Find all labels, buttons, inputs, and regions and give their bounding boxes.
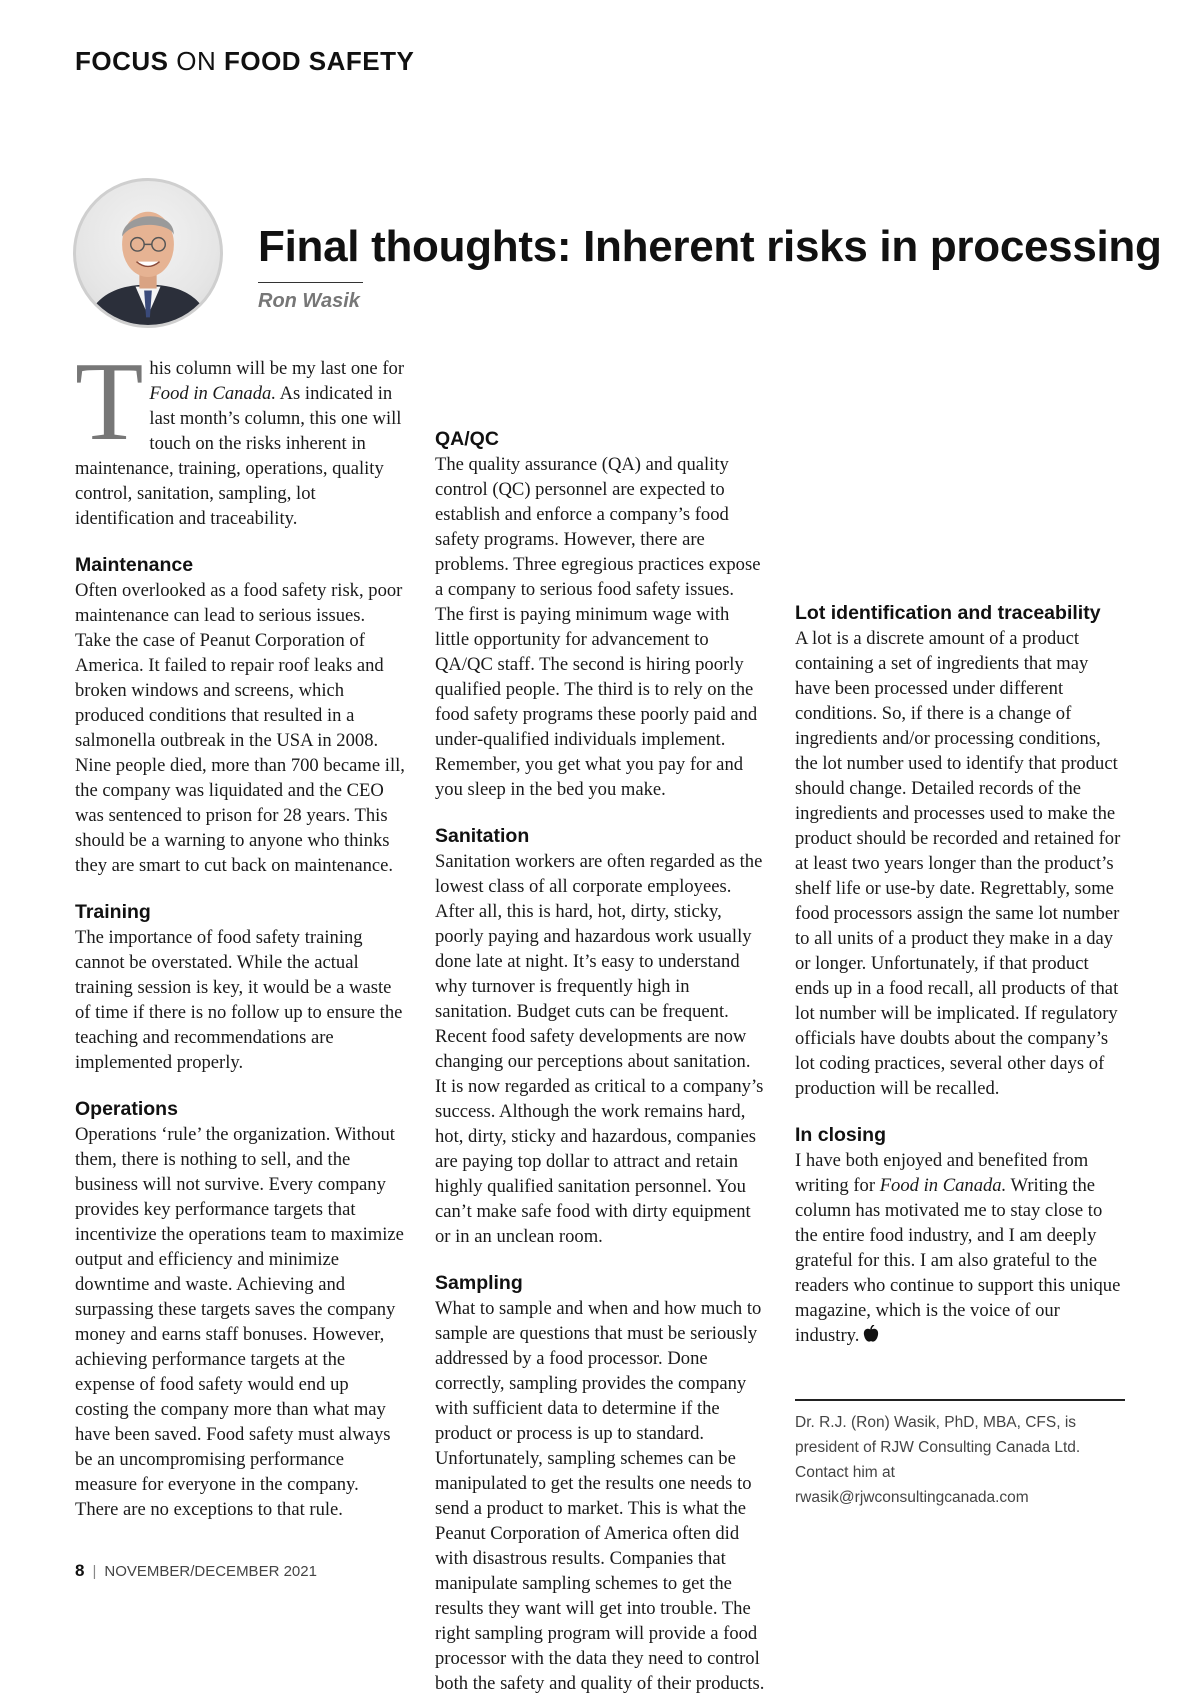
section-header-focus: FOCUS [75, 46, 169, 76]
column-1 [75, 340, 405, 1522]
article-title: Final thoughts: Inherent risks in processing [258, 222, 1162, 271]
intro-text-b: As indicated in last month’s column, this one will touch on the risks inherent in maintenance, training, operations, quality control, sanitation, sampling, lot identification and traceability. [75, 383, 402, 529]
author-portrait [73, 178, 223, 328]
column-2 [435, 356, 765, 1696]
page-footer [75, 1561, 317, 1581]
heading-maintenance: Maintenance [75, 554, 194, 576]
intro-text-a: his column will be my last one for [149, 358, 405, 379]
body-in-closing [795, 1148, 1125, 1350]
drop-cap: T [75, 340, 144, 464]
author-bio: Dr. R.J. (Ron) Wasik, PhD, MBA, CFS, is president of RJW Consulting Canada Ltd. Contact him at rwasik@rjwconsultingcanada.com [795, 1414, 1081, 1506]
body-training: The importance of food safety training cannot be overstated. While the actual training session is key, it would be a waste of time if there is no follow up to ensure the teaching and recommendations are implemented properly. [75, 927, 403, 1073]
section-header [75, 46, 414, 77]
heading-training: Training [75, 901, 151, 923]
apple-icon [863, 1325, 879, 1350]
heading-operations: Operations [75, 1098, 178, 1120]
body-maintenance: Often overlooked as a food safety risk, poor maintenance can lead to serious issues. Take the case of Peanut Corporation of America. It failed to repair roof leaks and broken windows and screens, which produced conditions that resulted in a salmonella outbreak in the USA in 2008. Nine people died, more than 700 became ill, the company was liquidated and the CEO was sentenced to prison for 28 years. This should be a warning to anyone who thinks they are smart to cut back on maintenance. [75, 580, 405, 876]
heading-lot-identification: Lot identification and traceability [795, 602, 1101, 624]
body-operations: Operations ‘rule’ the organization. Without them, there is nothing to sell, and the business will not survive. Every company provides key performance targets that incentivize the operations team to maximize output and efficiency and minimize downtime and waste. Achieving and surpassing these targets saves the company money and earns staff bonuses. However, achieving performance targets at the expense of food safety would end up costing the company more than what may have been saved. Food safety must always be an uncompromising performance measure for everyone in the company. There are no exceptions to that rule. [75, 1124, 404, 1520]
body-sampling: What to sample and when and how much to sample are questions that must be seriously addressed by a food processor. Done correctly, sampling provides the company with sufficient data to determine if the product or process is up to standard. Unfortunately, sampling schemes can be manipulated to get the results one needs to send a product to market. This is what the Peanut Corporation of America often did with disastrous results. Companies that manipulate sampling schemes to get the results they want will get into trouble. The right sampling program will provide a food processor with the data they need to control both the safety and quality of their products. [435, 1298, 765, 1694]
heading-in-closing: In closing [795, 1124, 887, 1146]
heading-sanitation: Sanitation [435, 825, 530, 847]
column-3 [795, 356, 1125, 1350]
heading-qaqc: QA/QC [435, 428, 499, 450]
author-byline: Ron Wasik [258, 290, 360, 312]
intro-publication: Food in Canada. [149, 383, 276, 404]
footer-separator: | [92, 1563, 97, 1580]
heading-sampling: Sampling [435, 1272, 523, 1294]
issue-date: NOVEMBER/DECEMBER 2021 [104, 1563, 317, 1580]
intro-paragraph [75, 340, 405, 531]
section-header-food-safety: FOOD SAFETY [223, 46, 415, 76]
body-qaqc: The quality assurance (QA) and quality control (QC) personnel are expected to establish and enforce a company’s food safety programs. However, there are problems. Three egregious practices expose a company to serious food safety issues. The first is paying minimum wage with little opportunity for advancement to QA/QC staff. The second is hiring poorly qualified people. The third is to rely on the food safety programs these poorly paid and under-qualified individuals implement. Remember, you get what you pay for and you sleep in the bed you make. [435, 454, 761, 800]
page-number: 8 [75, 1561, 85, 1580]
body-lot-identification: A lot is a discrete amount of a product containing a set of ingredients that may have been processed under different conditions. So, if there is a change of ingredients and/or processing conditions, the lot number used to identify that product should change. Detailed records of the ingredients and processes used to make the product should be recorded and retained for at least two years longer than the product’s shelf life or use-by date. Regrettably, some food processors assign the same lot number to all units of a product they make in a day or longer. Unfortunately, if that product ends up in a food recall, all products of that lot number will be implicated. If regulatory officials have doubts about the company’s lot coding practices, several other days of production will be recalled. [795, 628, 1121, 1099]
closing-text-a: I have both enjoyed and benefited from writing for [795, 1150, 1089, 1196]
closing-text-b: Writing the column has motivated me to stay close to the entire food industry, and I am deeply grateful for this. I am also grateful to the readers who continue to support this unique magazine, which is the voice of our industry. [795, 1175, 1121, 1346]
closing-publication: Food in Canada. [879, 1175, 1007, 1196]
byline-divider [258, 282, 363, 283]
body-sanitation: Sanitation workers are often regarded as the lowest class of all corporate employees. After all, this is hard, hot, dirty, sticky, poorly paying and hazardous work usually done late at night. It’s easy to understand why turnover is frequently high in sanitation. Budget cuts can be frequent. Recent food safety developments are now changing our perceptions about sanitation. It is now regarded as critical to a company’s success. Although the work remains hard, hot, dirty, sticky and hazardous, companies are paying top dollar to attract and retain highly qualified sanitation personnel. You can’t make safe food with dirty equipment or in an unclean room. [435, 851, 764, 1247]
section-header-on: ON [176, 46, 217, 76]
author-portrait-image [76, 181, 220, 325]
bio-divider [795, 1399, 1125, 1401]
